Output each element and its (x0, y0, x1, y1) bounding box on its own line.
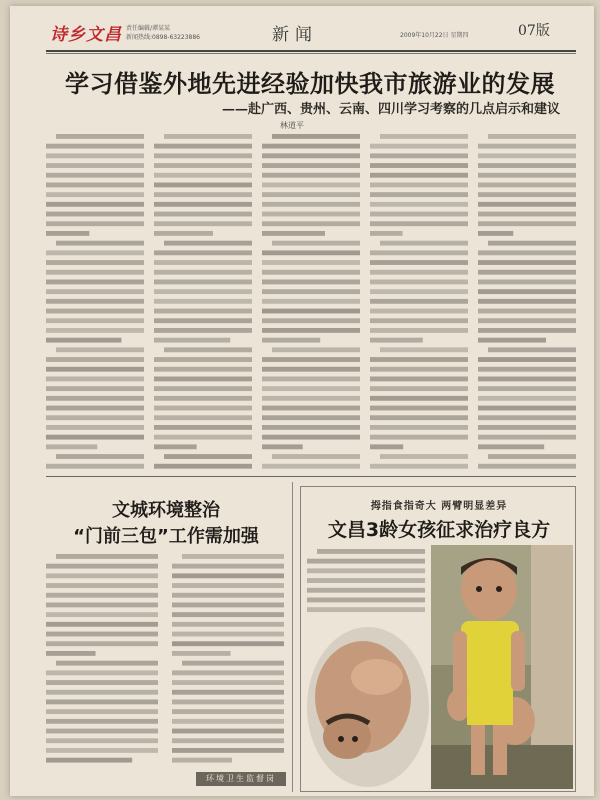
text-line (172, 670, 284, 675)
text-line (46, 464, 144, 469)
text-line (154, 289, 252, 294)
text-line (46, 212, 144, 217)
text-line (272, 134, 360, 139)
text-line (172, 719, 284, 724)
issue-date: 2009年10月22日 星期四 (400, 32, 469, 39)
text-line (154, 173, 252, 178)
text-line (370, 444, 403, 449)
text-line (46, 593, 158, 598)
text-line (154, 328, 252, 333)
text-line (46, 221, 144, 226)
text-line (262, 318, 360, 323)
text-line (46, 641, 158, 646)
lead-headline: 学习借鉴外地先进经验加快我市旅游业的发展 (65, 70, 555, 98)
text-line (154, 192, 252, 197)
text-line (370, 260, 468, 265)
section-title: 新闻 (272, 25, 318, 45)
text-line (262, 153, 360, 158)
text-line (262, 367, 360, 372)
header-rule (46, 50, 576, 52)
text-line (46, 357, 144, 362)
text-line (172, 738, 284, 743)
text-line (46, 328, 144, 333)
environment-story (46, 482, 286, 792)
text-line (46, 719, 158, 724)
text-line (154, 377, 252, 382)
text-line (370, 309, 468, 314)
editor-info (126, 24, 200, 42)
text-line (46, 270, 144, 275)
text-line (262, 406, 360, 411)
text-line (46, 173, 144, 178)
text-line (370, 357, 468, 362)
text-line (172, 641, 284, 646)
text-line (262, 163, 360, 168)
text-line (370, 192, 468, 197)
text-line (172, 564, 284, 569)
text-line (262, 173, 360, 178)
text-line (380, 134, 468, 139)
text-line (154, 444, 197, 449)
girl-story (300, 486, 576, 792)
text-line (172, 690, 284, 695)
text-line (307, 578, 425, 583)
text-line (478, 173, 576, 178)
text-line (46, 386, 144, 391)
text-line (488, 454, 576, 459)
text-line (272, 241, 360, 246)
text-line (370, 396, 468, 401)
text-line (380, 241, 468, 246)
text-line (46, 144, 144, 149)
text-line (478, 231, 513, 236)
child-photo (431, 545, 573, 789)
text-line (272, 347, 360, 352)
lead-article-body (46, 132, 576, 472)
text-line (370, 280, 468, 285)
text-line (46, 202, 144, 207)
text-line (154, 415, 252, 420)
text-line (478, 338, 546, 343)
text-line (488, 134, 576, 139)
text-line (478, 377, 576, 382)
text-line (262, 338, 320, 343)
text-line (478, 406, 576, 411)
text-line (46, 603, 158, 608)
text-line (488, 347, 576, 352)
text-line (46, 670, 158, 675)
text-line (478, 386, 576, 391)
text-line (478, 260, 576, 265)
text-line (262, 357, 360, 362)
text-line (370, 250, 468, 255)
text-line (307, 568, 425, 573)
text-line (46, 377, 144, 382)
text-line (164, 347, 252, 352)
text-line (172, 700, 284, 705)
text-line (154, 464, 252, 469)
text-line (46, 690, 158, 695)
text-line (172, 651, 231, 656)
text-line (262, 231, 325, 236)
text-line (478, 144, 576, 149)
text-line (46, 406, 144, 411)
text-line (46, 309, 144, 314)
text-line (370, 202, 468, 207)
text-line (262, 415, 360, 420)
text-line (46, 700, 158, 705)
text-line (172, 729, 284, 734)
text-line (380, 454, 468, 459)
text-line (478, 183, 576, 188)
article-text-texture (46, 132, 576, 472)
text-line (154, 270, 252, 275)
text-line (172, 709, 284, 714)
text-line (262, 328, 360, 333)
text-line (478, 270, 576, 275)
column-separator (292, 482, 293, 792)
text-line (370, 212, 468, 217)
text-line (154, 183, 252, 188)
newspaper-page (10, 6, 594, 796)
text-line (262, 260, 360, 265)
text-line (154, 357, 252, 362)
text-line (154, 367, 252, 372)
text-line (56, 454, 144, 459)
text-line (154, 309, 252, 314)
newspaper-logo: 诗乡文昌 (50, 25, 122, 45)
text-line (478, 221, 576, 226)
text-line (46, 583, 158, 588)
text-line (172, 593, 284, 598)
hotline-line: 新闻热线:0898-63223886 (126, 34, 200, 41)
text-line (478, 357, 576, 362)
text-line (172, 680, 284, 685)
text-line (262, 444, 303, 449)
text-line (478, 192, 576, 197)
text-line (478, 396, 576, 401)
text-line (370, 163, 468, 168)
text-line (154, 318, 252, 323)
girl-story-text-texture (307, 547, 427, 621)
editor-line: 责任编辑/谭某某 (126, 25, 171, 32)
text-line (262, 435, 360, 440)
text-line (46, 318, 144, 323)
text-line (262, 250, 360, 255)
text-line (46, 260, 144, 265)
text-line (262, 425, 360, 430)
text-line (46, 183, 144, 188)
text-line (307, 559, 425, 564)
text-line (370, 328, 468, 333)
lead-subhead: ——赴广西、贵州、云南、四川学习考察的几点启示和建议 (221, 102, 560, 117)
text-line (172, 632, 284, 637)
text-line (478, 435, 576, 440)
text-line (370, 144, 468, 149)
text-line (172, 758, 232, 763)
text-line (307, 598, 425, 603)
text-line (154, 396, 252, 401)
text-line (172, 573, 284, 578)
text-line (262, 386, 360, 391)
text-line (172, 603, 284, 608)
text-line (478, 425, 576, 430)
text-line (46, 564, 158, 569)
text-line (478, 289, 576, 294)
section-divider (46, 476, 576, 477)
text-line (182, 554, 284, 559)
text-line (46, 280, 144, 285)
text-line (56, 134, 144, 139)
text-line (272, 454, 360, 459)
text-line (370, 338, 423, 343)
text-line (262, 202, 360, 207)
text-line (370, 377, 468, 382)
text-line (370, 464, 468, 469)
text-line (370, 367, 468, 372)
text-line (46, 338, 121, 343)
text-line (370, 318, 468, 323)
text-line (46, 415, 144, 420)
text-line (154, 144, 252, 149)
text-line (478, 444, 544, 449)
text-line (488, 241, 576, 246)
text-line (164, 454, 252, 459)
text-line (46, 729, 158, 734)
text-line (46, 425, 144, 430)
text-line (172, 748, 284, 753)
environment-headline-2: “门前三包”工作需加强 (73, 526, 259, 547)
text-line (262, 464, 360, 469)
text-line (46, 231, 89, 236)
girl-story-kicker: 拇指食指奇大 两臂明显差异 (370, 501, 508, 512)
text-line (478, 464, 576, 469)
text-line (172, 622, 284, 627)
text-line (380, 347, 468, 352)
text-line (370, 299, 468, 304)
text-line (154, 202, 252, 207)
text-line (370, 231, 403, 236)
environment-text-texture (46, 552, 286, 767)
hand-closeup-photo (307, 627, 429, 787)
text-line (370, 425, 468, 430)
text-line (164, 241, 252, 246)
text-line (478, 212, 576, 217)
text-line (478, 153, 576, 158)
text-line (262, 270, 360, 275)
text-line (154, 280, 252, 285)
text-line (46, 192, 144, 197)
text-line (46, 612, 158, 617)
text-line (46, 622, 158, 627)
text-line (46, 396, 144, 401)
text-line (262, 280, 360, 285)
text-line (56, 347, 144, 352)
header-rule-thin (46, 53, 576, 54)
text-line (172, 583, 284, 588)
text-line (370, 270, 468, 275)
text-line (154, 338, 230, 343)
text-line (46, 250, 144, 255)
text-line (317, 549, 425, 554)
lead-byline: 林道平 (280, 121, 304, 130)
text-line (262, 289, 360, 294)
text-line (46, 367, 144, 372)
text-line (262, 183, 360, 188)
text-line (262, 299, 360, 304)
text-line (262, 221, 360, 226)
text-line (262, 144, 360, 149)
text-line (46, 651, 96, 656)
text-line (164, 134, 252, 139)
text-line (154, 425, 252, 430)
column-stamp: 环境卫生监督岗 (196, 772, 286, 786)
text-line (46, 444, 97, 449)
masthead (10, 6, 594, 52)
text-line (370, 153, 468, 158)
text-line (478, 318, 576, 323)
text-line (478, 309, 576, 314)
text-line (262, 192, 360, 197)
text-line (154, 299, 252, 304)
text-line (154, 212, 252, 217)
text-line (46, 299, 144, 304)
text-line (154, 163, 252, 168)
text-line (46, 289, 144, 294)
text-line (154, 406, 252, 411)
text-line (370, 415, 468, 420)
girl-story-headline: 文昌3龄女孩征求治疗良方 (327, 519, 551, 541)
text-line (56, 241, 144, 246)
text-line (46, 680, 158, 685)
text-line (172, 612, 284, 617)
text-line (478, 299, 576, 304)
text-line (478, 328, 576, 333)
text-line (478, 202, 576, 207)
text-line (370, 406, 468, 411)
text-line (478, 415, 576, 420)
text-line (154, 435, 252, 440)
text-line (370, 289, 468, 294)
text-line (262, 396, 360, 401)
page-number: 07版 (518, 23, 550, 39)
text-line (46, 738, 158, 743)
text-line (307, 588, 425, 593)
text-line (370, 221, 468, 226)
text-line (46, 573, 158, 578)
text-line (370, 173, 468, 178)
text-line (46, 435, 144, 440)
text-line (154, 221, 252, 226)
text-line (262, 309, 360, 314)
text-line (56, 554, 158, 559)
text-line (370, 183, 468, 188)
text-line (46, 163, 144, 168)
text-line (370, 386, 468, 391)
text-line (154, 386, 252, 391)
text-line (46, 153, 144, 158)
text-line (46, 748, 158, 753)
text-line (478, 163, 576, 168)
text-line (154, 153, 252, 158)
text-line (46, 758, 132, 763)
text-line (46, 709, 158, 714)
text-line (46, 632, 158, 637)
text-line (478, 367, 576, 372)
text-line (307, 607, 425, 612)
text-line (154, 250, 252, 255)
text-line (478, 250, 576, 255)
environment-headline-1: 文城环境整治 (112, 500, 220, 521)
text-line (154, 260, 252, 265)
text-line (154, 231, 213, 236)
text-line (262, 377, 360, 382)
text-line (262, 212, 360, 217)
text-line (56, 661, 158, 666)
text-line (370, 435, 468, 440)
text-line (182, 661, 284, 666)
text-line (478, 280, 576, 285)
